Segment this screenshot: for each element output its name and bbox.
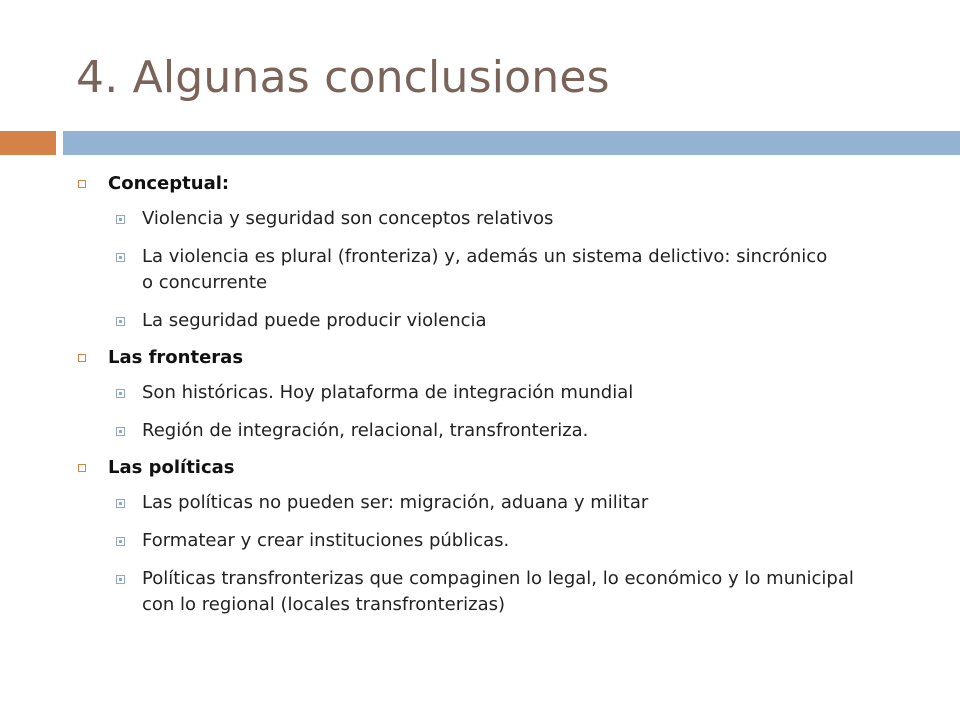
list-item <box>114 418 936 444</box>
section-heading-text: Conceptual: <box>108 173 230 194</box>
square-bullet-icon <box>116 253 125 262</box>
square-bullet-icon <box>116 427 125 436</box>
section-heading-text: Las fronteras <box>108 347 244 368</box>
accent-bar <box>0 131 56 155</box>
square-bullet-icon <box>116 575 125 584</box>
square-bullet-icon <box>78 354 86 362</box>
slide-title: 4. Algunas conclusiones <box>76 52 610 103</box>
section-heading <box>76 172 936 196</box>
slide-body <box>76 172 936 630</box>
section-heading-text: Las políticas <box>108 457 235 478</box>
list-item <box>114 380 936 406</box>
square-bullet-icon <box>116 537 125 546</box>
square-bullet-icon <box>116 317 125 326</box>
list-item-text: Políticas transfronterizas que compaginen lo legal, lo económico y lo municipal con lo regional (locales transfronterizas) <box>142 568 854 615</box>
list-item <box>114 244 842 296</box>
title-underline-bar <box>63 131 960 155</box>
list-item <box>114 490 936 516</box>
list-item <box>114 566 882 618</box>
list-item-text: La violencia es plural (fronteriza) y, además un sistema delictivo: sincrónico o concurrente <box>142 246 828 293</box>
section-heading <box>76 346 936 370</box>
list-item-text: Formatear y crear instituciones públicas. <box>142 530 510 551</box>
section-heading <box>76 456 936 480</box>
list-item <box>114 528 936 554</box>
square-bullet-icon <box>116 389 125 398</box>
list-item-text: Violencia y seguridad son conceptos relativos <box>142 208 554 229</box>
list-item <box>114 308 936 334</box>
list-item-text: La seguridad puede producir violencia <box>142 310 487 331</box>
list-item-text: Son históricas. Hoy plataforma de integración mundial <box>142 382 634 403</box>
square-bullet-icon <box>78 464 86 472</box>
list-item <box>114 206 936 232</box>
square-bullet-icon <box>116 215 125 224</box>
square-bullet-icon <box>78 180 86 188</box>
list-item-text: Región de integración, relacional, transfronteriza. <box>142 420 589 441</box>
list-item-text: Las políticas no pueden ser: migración, aduana y militar <box>142 492 649 513</box>
square-bullet-icon <box>116 499 125 508</box>
